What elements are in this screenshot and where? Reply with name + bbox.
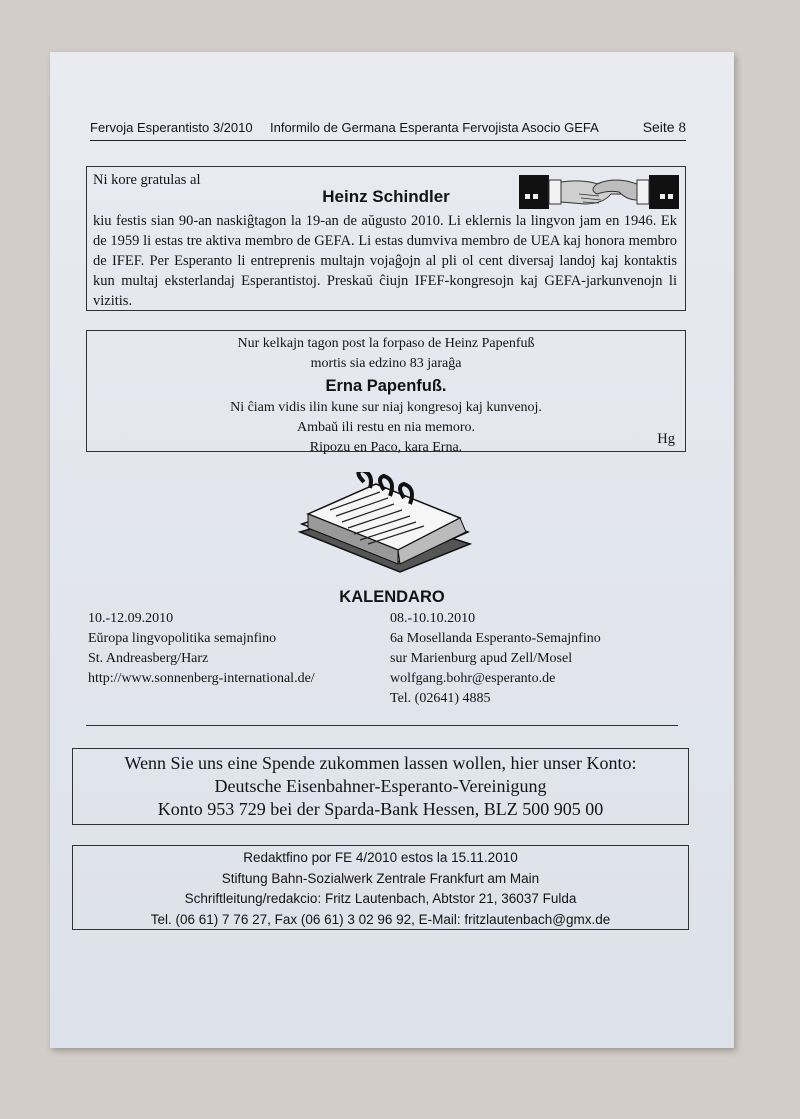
obituary-name: Erna Papenfuß. bbox=[325, 377, 447, 395]
page-number: 8 bbox=[678, 120, 686, 136]
header-page bbox=[643, 119, 686, 137]
calendar-book-icon bbox=[290, 472, 475, 587]
event-contact: http://www.sonnenberg-international.de/ bbox=[88, 671, 315, 686]
imprint-line-3: Schriftleitung/redakcio: Fritz Lautenbach, Abtstor 21, 36037 Fulda bbox=[184, 891, 577, 906]
calendar-event bbox=[88, 609, 315, 689]
obituary-line-1: Nur kelkajn tagon post la forpaso de Heinz Papenfuß bbox=[237, 336, 535, 351]
congrats-text: kiu festis sian 90-an naskiĝtagon la 19-an de aŭgusto 2010. Li eklernis la lingvon jam en 1946. Ek de 1959 li estas tre aktiva membro de GEFA. Li estas dumviva membro de UEA kaj honora membro de IFEF. Per Esperanto li entreprenis multajn vojaĝojn al pli ol cent diversaj landoj kaj kontaktis kun multaj eksterlandaj Esperantistoj. Preskaŭ ĉiujn IFEF-kongresojn kaj GEFA-jarkunvenojn li vizitis. bbox=[93, 213, 677, 309]
event-date: 10.-12.09.2010 bbox=[88, 611, 174, 626]
donation-line-3: Konto 953 729 bei der Sparda-Bank Hessen, BLZ 500 905 00 bbox=[157, 799, 604, 819]
header-publication: Fervoja Esperantisto 3/2010 bbox=[90, 120, 253, 135]
event-place: sur Marienburg apud Zell/Mosel bbox=[390, 651, 573, 666]
congrats-intro: Ni kore gratulas al bbox=[93, 172, 201, 188]
obituary-line-4: Ambaŭ ili restu en nia memoro. bbox=[296, 420, 476, 435]
event-contact: wolfgang.bohr@esperanto.de bbox=[390, 671, 556, 686]
divider bbox=[86, 725, 678, 726]
header-subtitle: Informilo de Germana Esperanta Fervojista Asocio GEFA bbox=[270, 120, 599, 135]
obituary-line-2: mortis sia edzino 83 jaraĝa bbox=[310, 356, 462, 371]
obituary-signature: Hg bbox=[657, 431, 675, 447]
event-date: 08.-10.10.2010 bbox=[390, 611, 476, 626]
congrats-name: Heinz Schindler bbox=[322, 187, 450, 206]
event-phone: Tel. (02641) 4885 bbox=[390, 691, 491, 706]
donation-box bbox=[72, 748, 689, 825]
event-name: 6a Mosellanda Esperanto-Semajnfino bbox=[390, 631, 601, 646]
handshake-icon bbox=[519, 172, 679, 212]
event-name: Eŭropa lingvopolitika semajnfino bbox=[88, 631, 277, 646]
newsletter-page bbox=[50, 52, 734, 1048]
page-label: Seite bbox=[642, 119, 675, 135]
imprint-line-4: Tel. (06 61) 7 76 27, Fax (06 61) 3 02 96 92, E-Mail: fritzlautenbach@gmx.de bbox=[150, 911, 611, 927]
page-header bbox=[90, 118, 686, 141]
congratulations-box bbox=[86, 166, 686, 311]
imprint-line-2: Stiftung Bahn-Sozialwerk Zentrale Frankfurt am Main bbox=[221, 870, 540, 886]
obituary-line-5: Ripozu en Paco, kara Erna. bbox=[309, 440, 463, 455]
event-place: St. Andreasberg/Harz bbox=[88, 651, 209, 666]
donation-line-2: Deutsche Eisenbahner-Esperanto-Vereinigung bbox=[214, 776, 547, 796]
imprint-line-1: Redaktfino por FE 4/2010 estos la 15.11.2010 bbox=[243, 850, 518, 865]
obituary-box bbox=[86, 330, 686, 455]
donation-line-1: Wenn Sie uns eine Spende zukommen lassen wollen, hier unser Konto: bbox=[124, 753, 637, 773]
obituary-line-3: Ni ĉiam vidis ilin kune sur niaj kongresoj kaj kunvenoj. bbox=[230, 400, 542, 415]
calendar-event bbox=[390, 609, 601, 709]
calendar-title: KALENDARO bbox=[339, 588, 445, 606]
imprint-box bbox=[72, 845, 689, 930]
